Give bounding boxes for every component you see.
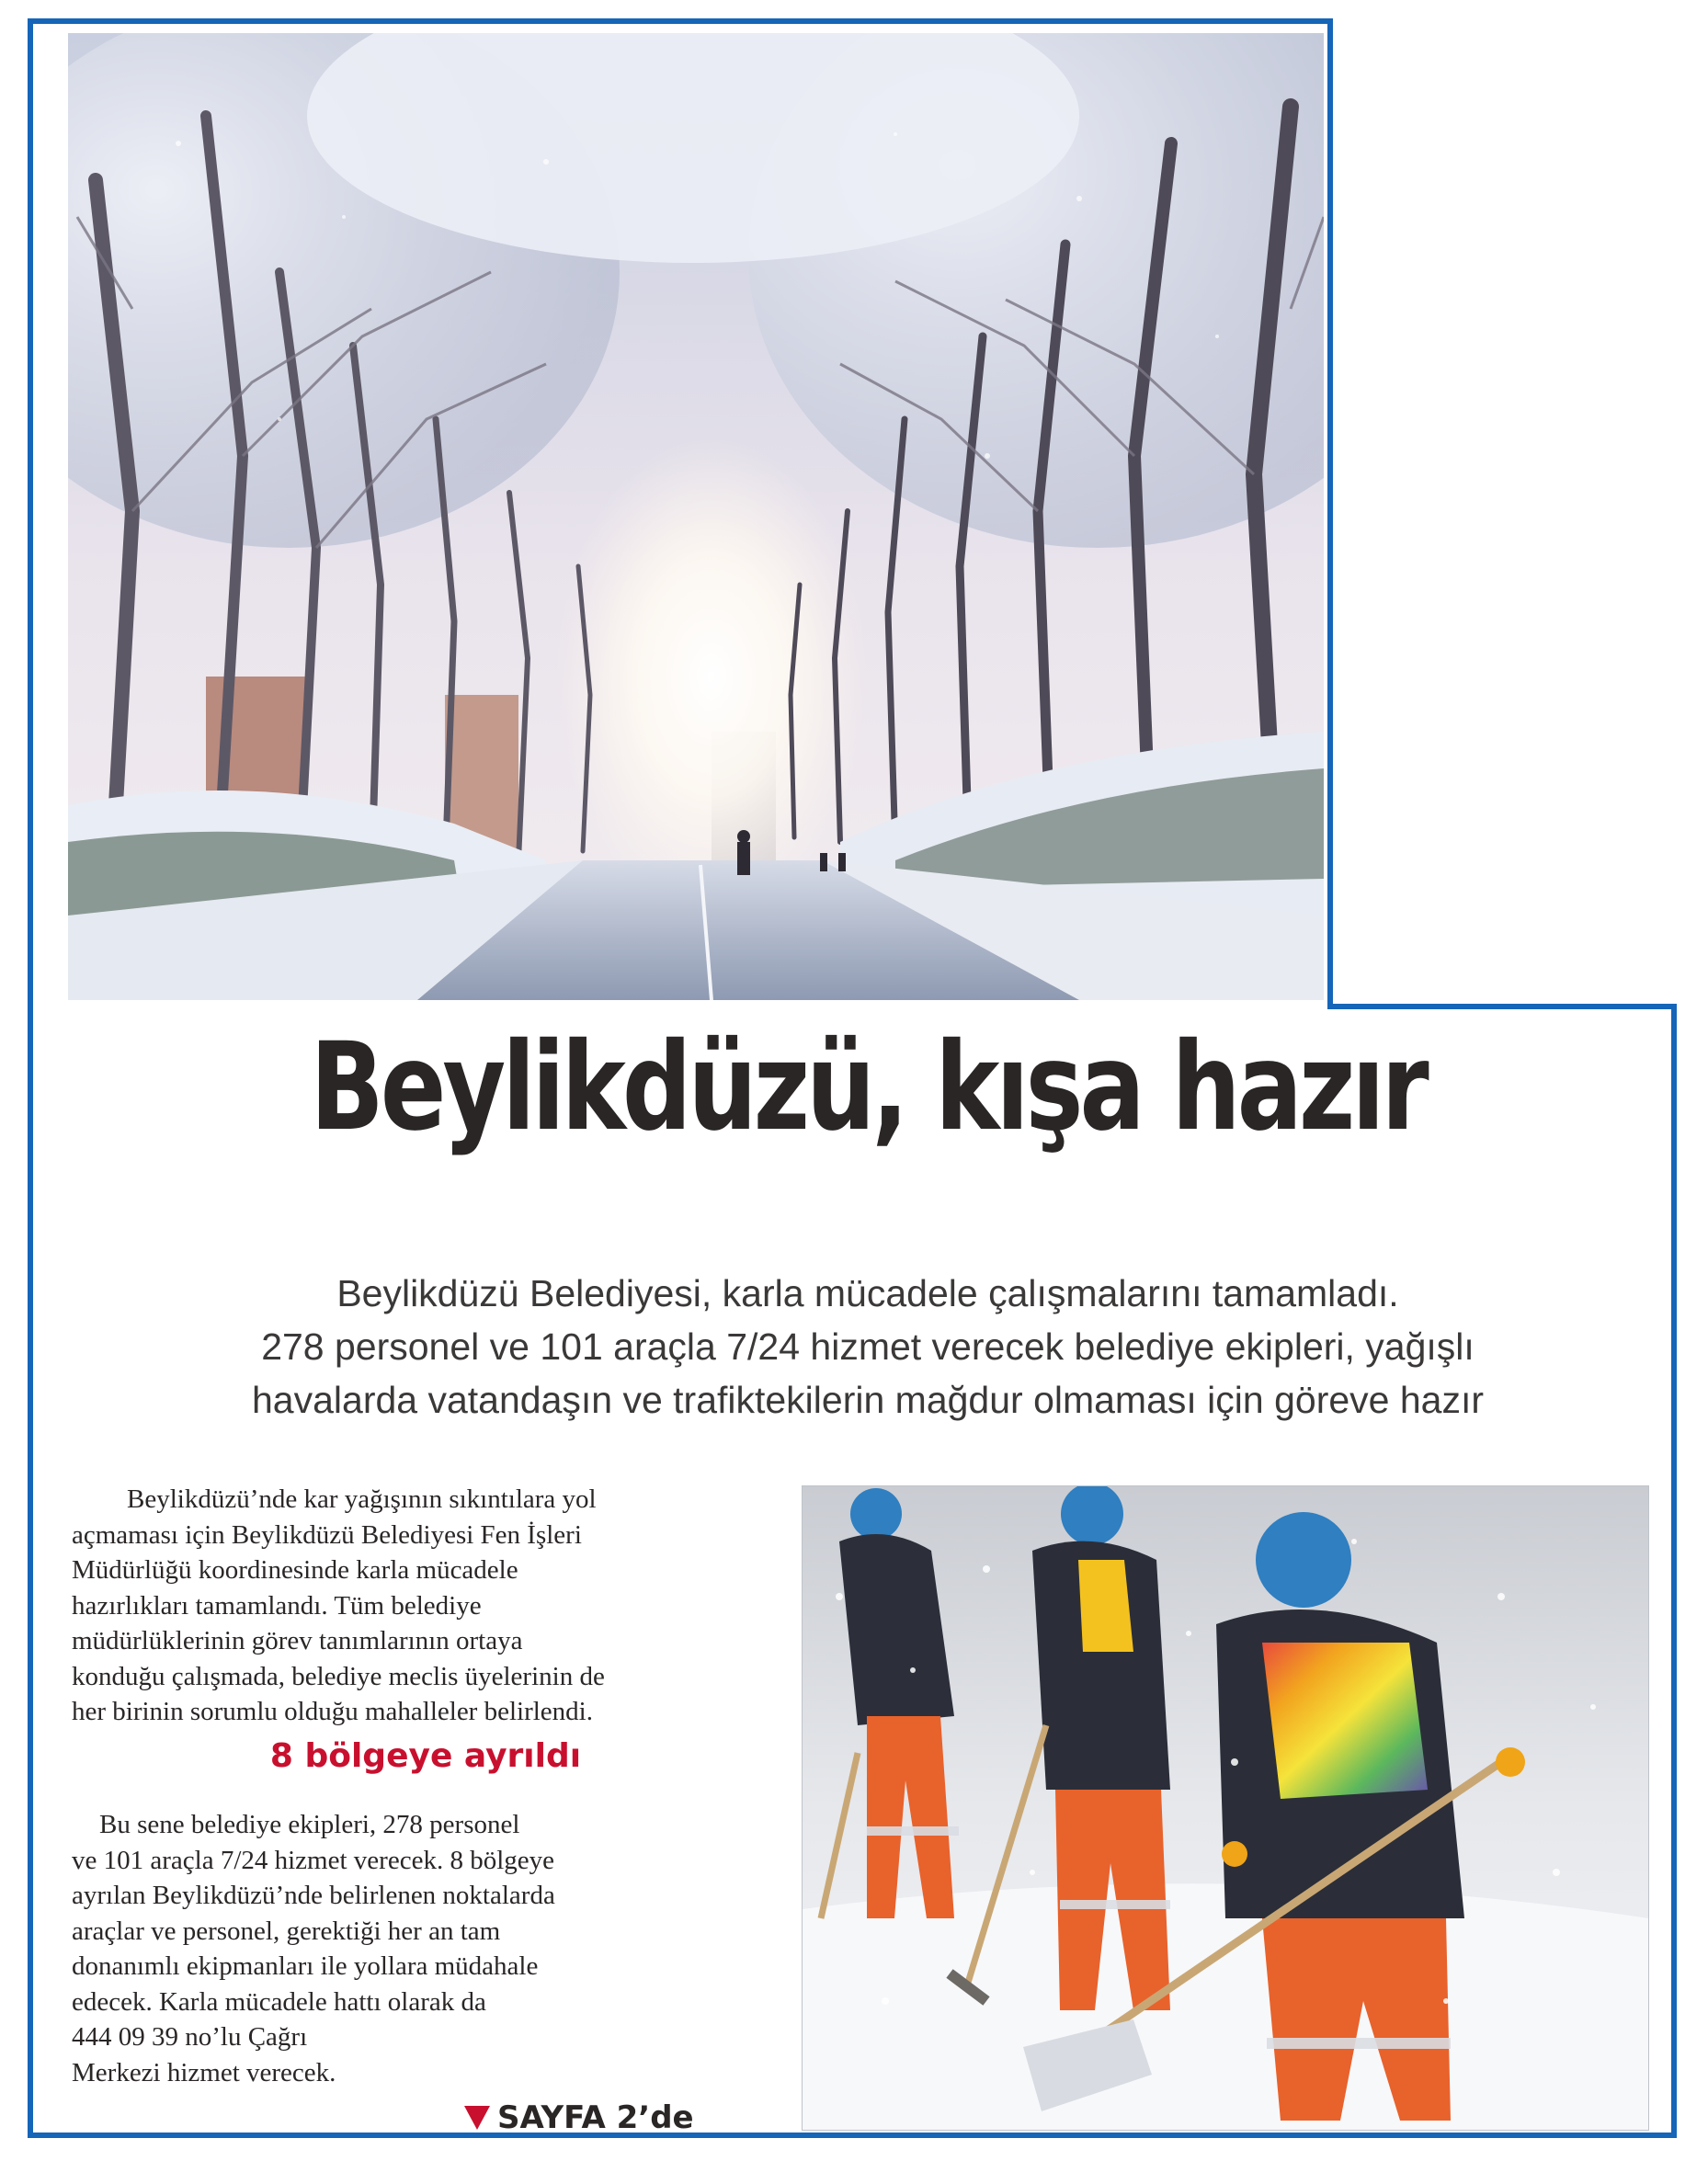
body-line: 444 09 39 no’lu Çağrı [72,2022,308,2052]
down-triangle-icon [464,2106,490,2130]
frame-notch-horizontal [1327,1004,1677,1009]
body-line: hazırlıkları tamamlandı. Tüm belediye [72,1590,482,1621]
body-line: müdürlüklerinin görev tanımlarının ortaya [72,1626,523,1655]
spot-text [68,1267,1668,1427]
body-line: her birinin sorumlu olduğu mahalleler belirlendi. [72,1697,593,1726]
body-line: açmaması için Beylikdüzü Belediyesi Fen İşleri [72,1519,582,1550]
spot-line: 278 personel ve 101 araçla 7/24 hizmet verecek belediye ekipleri, yağışlı [261,1325,1475,1368]
snow-workers-photo [802,1485,1649,2131]
frame-notch-vertical [1327,18,1333,1009]
spot-line: havalarda vatandaşın ve trafiktekilerin mağdur olmaması için göreve hazır [252,1379,1484,1421]
body-paragraph-1 [72,1482,780,1730]
body-line: Merkezi hizmet verecek. [72,2057,336,2087]
frame-left [28,18,33,2138]
page-reference [464,2099,694,2136]
frame-top [28,18,1333,24]
spot-line: Beylikdüzü Belediyesi, karla mücadele çalışmalarını tamamladı. [336,1272,1399,1314]
body-line: Beylikdüzü’nde kar yağışının sıkıntılara yol [127,1484,597,1514]
body-line: donanımlı ekipmanları ile yollara müdahale [72,1951,539,1981]
subhead: 8 bölgeye ayrıldı [269,1737,582,1775]
body-paragraph-2 [72,1807,780,2090]
body-line: konduğu çalışmada, belediye meclis üyelerinin de [72,1661,605,1691]
body-line: araçlar ve personel, gerektiği her an tam [72,1916,501,1946]
headline: Beylikdüzü, kışa hazır [310,1017,1426,1158]
body-line: edecek. Karla mücadele hattı olarak da [72,1986,486,2017]
body-line: ayrılan Beylikdüzü’nde belirlenen noktalarda [72,1881,555,1910]
body-line: Müdürlüğü koordinesinde karla mücadele [72,1555,518,1585]
body-line: Bu sene belediye ekipleri, 278 personel [99,1810,520,1839]
body-line: ve 101 araçla 7/24 hizmet verecek. 8 bölgeye [72,1845,554,1875]
frame-bottom [28,2133,1677,2138]
page-reference-label: SAYFA 2’de [497,2099,694,2136]
snowy-road-photo [68,33,1324,1000]
frame-right [1671,1004,1677,2138]
